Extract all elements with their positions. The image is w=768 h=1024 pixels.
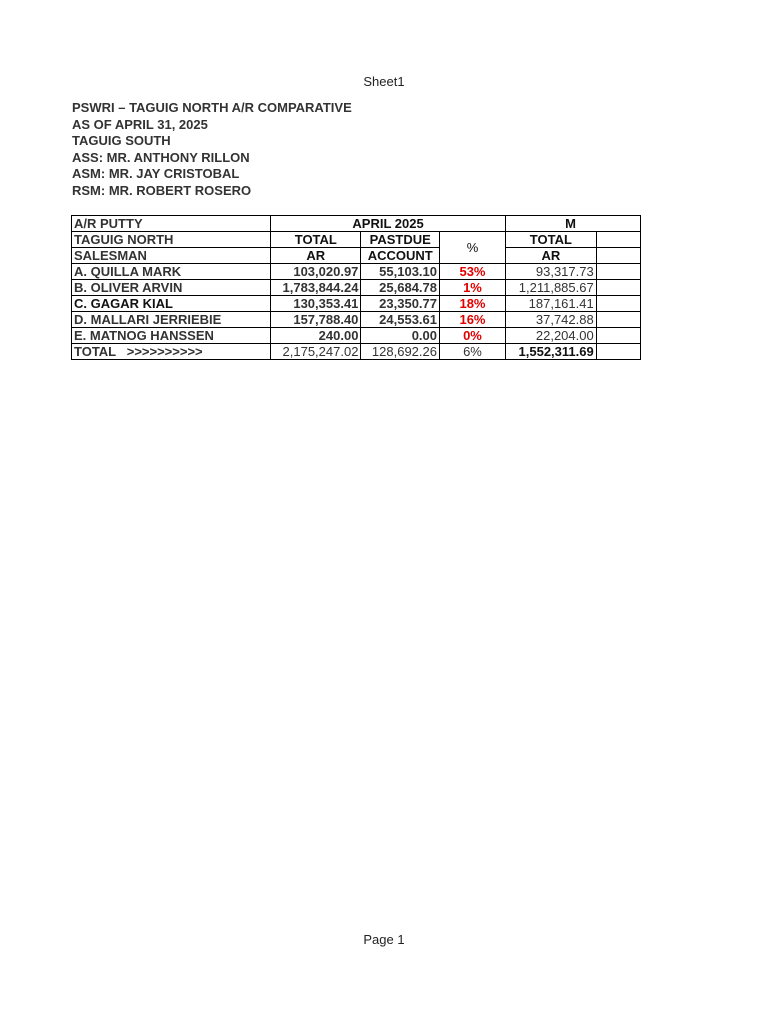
category-label: A/R PUTTY <box>72 216 271 232</box>
total-row <box>72 344 641 360</box>
ar-comparative-table <box>71 215 641 360</box>
sheet-title: Sheet1 <box>363 74 405 89</box>
total-label: TOTAL >>>>>>>>>> <box>72 344 271 360</box>
report-rsm: RSM: MR. ROBERT ROSERO <box>72 182 252 198</box>
percent-value: 16% <box>440 312 506 328</box>
report-asm: ASM: MR. JAY CRISTOBAL <box>72 166 240 181</box>
prev-total-ar-sum: 1,552,311.69 <box>505 344 596 360</box>
percent-total: 6% <box>440 344 506 360</box>
prev-total-ar-header-top: TOTAL <box>505 232 596 248</box>
total-ar-header-bottom: AR <box>271 248 361 264</box>
empty-cell <box>596 328 640 344</box>
percent-value: 0% <box>440 328 506 344</box>
total-ar-value: 240.00 <box>271 328 361 344</box>
report-area: TAGUIG SOUTH <box>72 133 171 148</box>
pastdue-value: 55,103.10 <box>361 264 440 280</box>
report-date: AS OF APRIL 31, 2025 <box>72 116 208 132</box>
prev-total-ar-value: 37,742.88 <box>505 312 596 328</box>
table-row <box>72 328 641 344</box>
page-number: Page 1 <box>363 932 405 947</box>
empty-cell <box>596 232 640 248</box>
pastdue-value: 24,553.61 <box>361 312 440 328</box>
salesman-label: SALESMAN <box>72 248 271 264</box>
salesman-name: C. GAGAR KIAL <box>72 296 271 312</box>
prev-total-ar-header-bottom: AR <box>505 248 596 264</box>
empty-cell <box>596 280 640 296</box>
table-header-row-1 <box>72 216 641 232</box>
total-ar-header-top: TOTAL <box>271 232 361 248</box>
table-row <box>72 280 641 296</box>
prev-total-ar-value: 93,317.73 <box>505 264 596 280</box>
prev-total-ar-value: 187,161.41 <box>505 296 596 312</box>
total-ar-sum: 2,175,247.02 <box>271 344 361 360</box>
table-header-row-3 <box>72 248 641 264</box>
percent-value: 18% <box>440 296 506 312</box>
total-ar-value: 130,353.41 <box>271 296 361 312</box>
empty-cell <box>596 344 640 360</box>
period-2-header: M <box>505 216 640 232</box>
pastdue-value: 23,350.77 <box>361 296 440 312</box>
report-ass: ASS: MR. ANTHONY RILLON <box>72 149 250 165</box>
salesman-name: E. MATNOG HANSSEN <box>72 328 271 344</box>
period-april-header: APRIL 2025 <box>271 216 506 232</box>
prev-total-ar-value: 1,211,885.67 <box>505 280 596 296</box>
table-row <box>72 264 641 280</box>
pastdue-header-top: PASTDUE <box>361 232 440 248</box>
table-row <box>72 296 641 312</box>
percent-value: 1% <box>440 280 506 296</box>
report-header <box>72 100 352 199</box>
percent-header: % <box>440 232 506 264</box>
salesman-name: A. QUILLA MARK <box>72 264 271 280</box>
percent-value: 53% <box>440 264 506 280</box>
empty-cell <box>596 296 640 312</box>
ar-table-container <box>71 215 641 367</box>
pastdue-header-bottom: ACCOUNT <box>361 248 440 264</box>
pastdue-value: 0.00 <box>361 328 440 344</box>
empty-cell <box>596 264 640 280</box>
salesman-name: B. OLIVER ARVIN <box>72 280 271 296</box>
total-ar-value: 103,020.97 <box>271 264 361 280</box>
empty-cell <box>596 248 640 264</box>
pastdue-value: 25,684.78 <box>361 280 440 296</box>
pastdue-sum: 128,692.26 <box>361 344 440 360</box>
empty-cell <box>596 312 640 328</box>
salesman-name: D. MALLARI JERRIEBIE <box>72 312 271 328</box>
table-header-row-2 <box>72 232 641 248</box>
report-title: PSWRI – TAGUIG NORTH A/R COMPARATIVE <box>72 100 352 115</box>
area-label: TAGUIG NORTH <box>72 232 271 248</box>
total-ar-value: 157,788.40 <box>271 312 361 328</box>
table-row <box>72 312 641 328</box>
prev-total-ar-value: 22,204.00 <box>505 328 596 344</box>
total-ar-value: 1,783,844.24 <box>271 280 361 296</box>
